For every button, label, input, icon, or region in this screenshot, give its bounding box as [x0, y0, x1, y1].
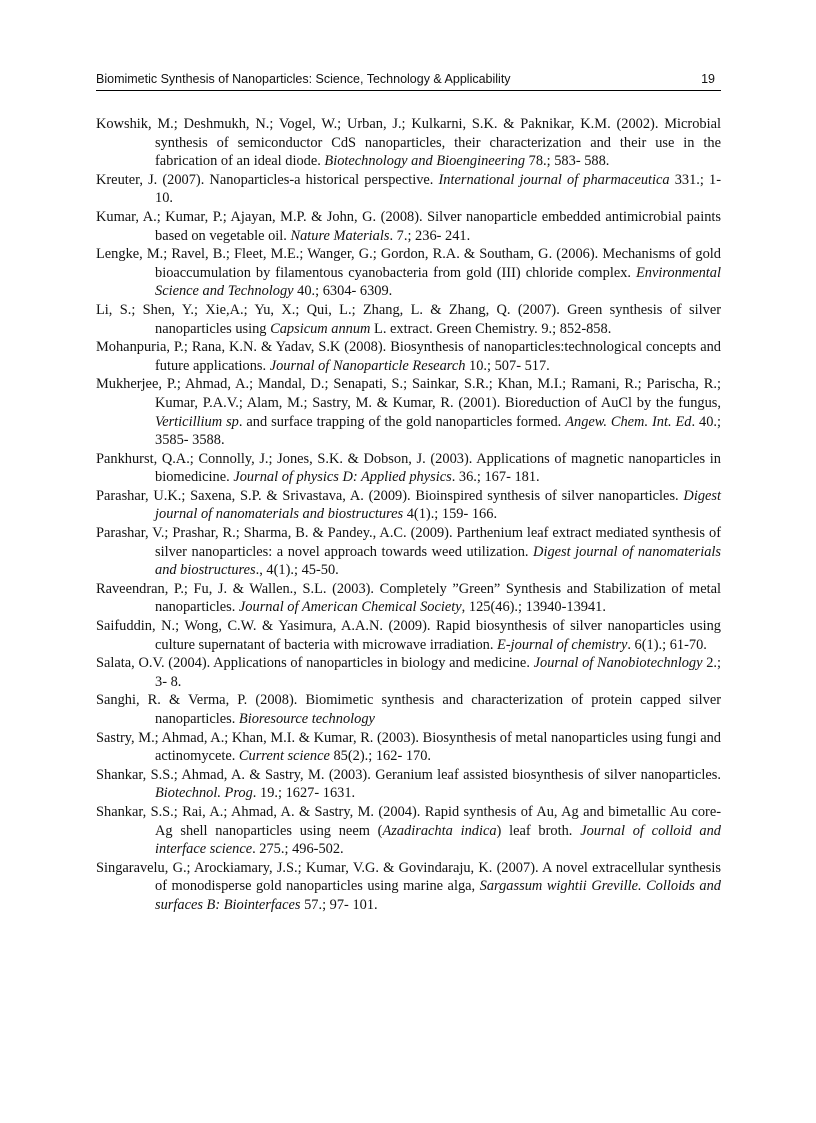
reference-text: Mohanpuria, P.; Rana, K.N. & Yadav, S.K (2008). Biosynthesis of nanoparticles:technological concepts and future applications. — [96, 339, 721, 374]
reference-italic-text: Verticillium sp — [155, 413, 239, 430]
reference-text: , 125(46).; 13940-13941. — [461, 599, 606, 616]
reference-text: Sastry, M.; Ahmad, A.; Khan, M.I. & Kumar, R. (2003). Biosynthesis of metal nanoparticles using fungi and actinomycete. — [96, 729, 721, 765]
reference-entry — [96, 524, 721, 580]
reference-italic-text: Journal of American Chemical Society — [238, 599, 462, 616]
running-header — [96, 72, 721, 91]
reference-entry — [96, 803, 721, 859]
reference-entry — [96, 375, 721, 449]
reference-text: Li, S.; Shen, Y.; Xie,A.; Yu, X.; Qui, L.; Zhang, L. & Zhang, Q. (2007). Green synthesis of silver nanoparticles using — [96, 301, 721, 337]
reference-entry — [96, 654, 721, 691]
reference-text: Kumar, A.; Kumar, P.; Ajayan, M.P. & John, G. (2008). Silver nanoparticle embedded antimicrobial paints based on vegetable oil. — [96, 208, 721, 244]
reference-entry — [96, 208, 721, 245]
reference-text: Parashar, U.K.; Saxena, S.P. & Srivastava, A. (2009). Bioinspired synthesis of silver nanoparticles. — [96, 487, 684, 504]
reference-italic-text: Biotechnology and Bioengineering — [324, 153, 526, 170]
reference-text: 10.; 507- 517. — [465, 357, 550, 374]
reference-entry — [96, 301, 721, 338]
reference-entry — [96, 729, 721, 766]
reference-text: Salata, O.V. (2004). Applications of nanoparticles in biology and medicine. — [96, 655, 534, 672]
reference-italic-text: Nature Materials — [290, 227, 390, 244]
reference-text: Shankar, S.S.; Ahmad, A. & Sastry, M. (2003). Geranium leaf assisted biosynthesis of silver nanoparticles. — [96, 766, 721, 783]
reference-italic-text: Biotechnol. Prog — [155, 785, 253, 802]
reference-text: . 275.; 496-502. — [252, 841, 344, 858]
reference-italic-text: International journal of pharmaceutica — [438, 171, 670, 188]
reference-entry — [96, 338, 721, 375]
page-number: 19 — [701, 72, 715, 86]
reference-text: . 7.; 236- 241. — [389, 227, 471, 244]
reference-entry — [96, 487, 721, 524]
reference-text: ., 4(1).; 45-50. — [255, 562, 339, 579]
reference-entry — [96, 245, 721, 301]
reference-text: . 36.; 167- 181. — [451, 469, 540, 486]
reference-text: 331.; 1-10. — [155, 171, 721, 207]
reference-text: Pankhurst, Q.A.; Connolly, J.; Jones, S.K. & Dobson, J. (2003). Applications of magnetic nanoparticles in biomedicine. — [96, 450, 721, 486]
reference-text: 2.; 3- 8. — [155, 655, 722, 690]
reference-entry — [96, 691, 721, 728]
reference-italic-text: Journal of colloid and interface science — [155, 822, 721, 858]
reference-italic-text: Journal of Nanoparticle Research — [269, 357, 466, 374]
reference-entry — [96, 580, 721, 617]
reference-text: Raveendran, P.; Fu, J. & Wallen., S.L. (2003). Completely ”Green” Synthesis and Stabilization of metal nanoparticles. — [96, 580, 721, 616]
reference-italic-text: Sargassum wightii Greville. Colloids and surfaces B: Biointerfaces — [155, 878, 721, 913]
reference-text: Sanghi, R. & Verma, P. (2008). Biomimetic synthesis and characterization of protein capped silver nanoparticles. — [96, 692, 721, 727]
reference-text: Shankar, S.S.; Rai, A.; Ahmad, A. & Sastry, M. (2004). Rapid synthesis of Au, Ag and bimetallic Au core- Ag shell nanoparticles using neem ( — [96, 803, 721, 839]
reference-italic-text: Journal of physics D: Applied physics — [233, 469, 452, 486]
reference-text: Kowshik, M.; Deshmukh, N.; Vogel, W.; Urban, J.; Kulkarni, S.K. & Paknikar, K.M. (2002). Microbial synthesis of semiconductor CdS nanoparticles, their characterization and their use in the fabrication of an ideal diode. — [96, 116, 721, 170]
reference-italic-text: Journal of Nanobiotechnlogy — [533, 655, 703, 672]
reference-italic-text: Digest journal of nanomaterials and biostructures — [155, 543, 721, 579]
reference-text: . 6(1).; 61-70. — [627, 636, 707, 653]
reference-text: 4(1).; 159- 166. — [403, 506, 498, 523]
reference-italic-text: Azadirachta indica — [382, 822, 497, 839]
reference-list — [96, 115, 721, 915]
reference-text: 85(2).; 162- 170. — [329, 748, 432, 765]
reference-text: . 19.; 1627- 1631. — [252, 785, 356, 802]
reference-entry — [96, 115, 721, 171]
reference-entry — [96, 450, 721, 487]
reference-italic-text: Capsicum annum — [270, 320, 371, 337]
reference-text: . 40.; 3585- 3588. — [155, 413, 722, 449]
reference-entry — [96, 171, 721, 208]
reference-text: Parashar, V.; Prashar, R.; Sharma, B. & Pandey., A.C. (2009). Parthenium leaf extract mediated synthesis of silver nanoparticles: a novel approach towards weed utilization. — [96, 525, 721, 560]
reference-italic-text: Bioresource technology — [238, 711, 375, 727]
reference-text: 57.; 97- 101. — [300, 896, 378, 913]
reference-text: Lengke, M.; Ravel, B.; Fleet, M.E.; Wanger, G.; Gordon, R.A. & Southam, G. (2006). Mechanisms of gold bioaccumulation by filamentous cyanobacteria from gold (III) chloride complex. — [96, 246, 721, 281]
reference-text: Singaravelu, G.; Arockiamary, J.S.; Kumar, V.G. & Govindaraju, K. (2007). A novel extracellular synthesis of monodisperse gold nanoparticles using marine alga, — [96, 859, 721, 895]
reference-text: . and surface trapping of the gold nanoparticles formed. — [238, 413, 566, 430]
reference-text: Kreuter, J. (2007). Nanoparticles-a historical perspective. — [96, 171, 439, 188]
reference-italic-text: E-journal of chemistry — [497, 636, 628, 653]
reference-entry — [96, 859, 721, 915]
reference-entry — [96, 617, 721, 654]
running-title: Biomimetic Synthesis of Nanoparticles: Science, Technology & Applicability — [96, 72, 511, 86]
reference-text: 78.; 583- 588. — [525, 153, 610, 170]
reference-text: Saifuddin, N.; Wong, C.W. & Yasimura, A.A.N. (2009). Rapid biosynthesis of silver nanoparticles using culture supernatant of bacteria with microwave irradiation. — [96, 618, 721, 653]
reference-italic-text: Current science — [238, 748, 330, 765]
reference-entry — [96, 766, 721, 803]
reference-italic-text: Environmental Science and Technology — [155, 264, 721, 300]
reference-text: 40.; 6304- 6309. — [293, 283, 393, 300]
reference-italic-text: Angew. Chem. Int. Ed — [565, 413, 692, 430]
reference-text: L. extract. Green Chemistry. 9.; 852-858. — [370, 320, 612, 337]
reference-italic-text: Digest journal of nanomaterials and biostructures — [155, 487, 721, 523]
reference-text: ) leaf broth. — [496, 822, 581, 839]
reference-text: Mukherjee, P.; Ahmad, A.; Mandal, D.; Senapati, S.; Sainkar, S.R.; Khan, M.I.; Ramani, R.; Parischa, R.; Kumar, P.A.V.; Alam, M.; Sastry, M. & Kumar, R. (2001). Bioreduction of AuCl by the fungus, — [96, 376, 721, 411]
